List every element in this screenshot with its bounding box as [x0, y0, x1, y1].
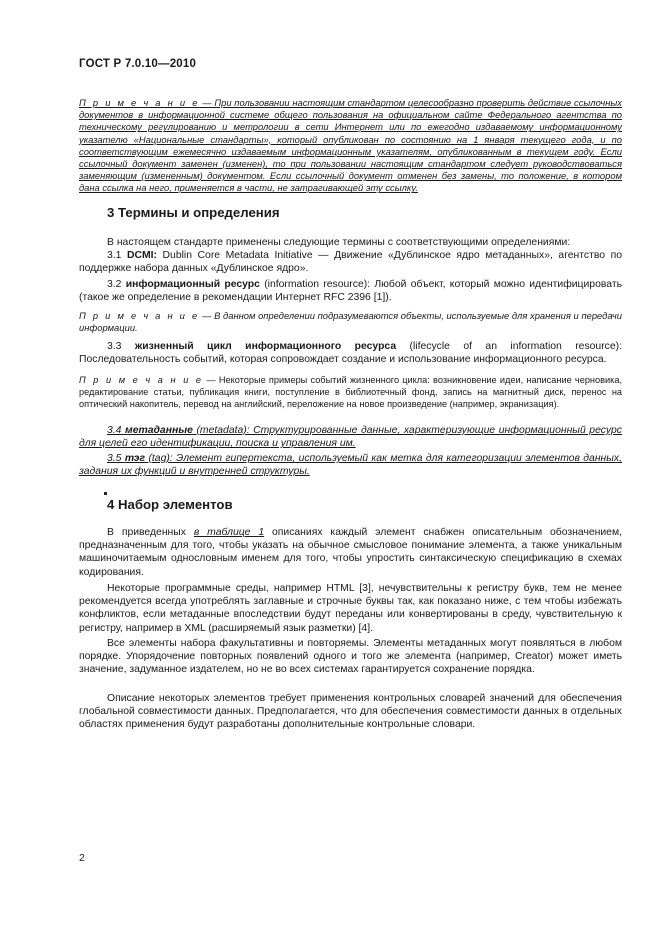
term-3-5: 3.5 тэг (tag): Элемент гипертекста, используемый как метка для категоризации элементов данных, задания их функций и внутренней структуры. — [79, 453, 622, 478]
note-3-2: П р и м е ч а н и е — В данном определении подразумеваются объекты, используемые для хранения и передачи информации. — [79, 310, 622, 334]
term-3-1-name: DCMI: — [127, 250, 158, 261]
term-3-3: 3.3 жизненный цикл информационного ресурса (lifecycle of an information resource): Последовательность событий, которая сопровождает создание и использование информационного ресурса. — [79, 341, 622, 366]
term-3-5-name: тэг — [124, 453, 146, 464]
term-3-3-name: жизненный цикл информационного ресурса — [134, 341, 397, 352]
term-3-4: 3.4 метаданные (metadata): Структурированные данные, характеризующие информационный ресурс для целей его идентификации, поиска и управления им. — [79, 425, 622, 450]
section-4-paragraph-1: В приведенных в таблице 1 описаниях каждый элемент снабжен описательным обозначением, предназначенным для того, чтобы указать на обычное смысловое понимание элемента, а также уникальным машиночитаемым однословным именем для того, чтобы упростить синтаксическую спецификацию в схемах кодирования. — [79, 527, 622, 578]
note-text: — При пользовании настоящим стандартом целесообразно проверить действие ссылочных документов в информационной системе общего пользования на официальном сайте Федерального агентства по техническому регулированию и метрологии в сети Интернет или по ежегодно издаваемому информационному указателю «Национальные стандарты», который опубликован по состоянию на 1 января текущего года, и по соответствующим ежемесячно издаваемым информационным указателям, опубликованным в текущем году. Если ссылочный документ заменен (изменен), то при пользовании настоящим стандартом следует руководствоваться заменяющим (измененным) документом. Если ссылочный документ отменен без замены, то положение, в котором дана ссылка на него, применяется в части, не затрагивающей эту ссылку. — [79, 97, 622, 194]
table-1-link[interactable]: в таблице 1 — [193, 527, 265, 538]
term-3-1: 3.1 DCMI: Dublin Core Metadata Initiative — Движение «Дублинское ядро метаданных», агентство по поддержке набора данных «Дублинское ядро». — [79, 250, 622, 275]
term-3-4-name: метаданные — [125, 425, 193, 436]
section-3-heading: 3 Термины и определения — [107, 205, 280, 220]
term-3-2-name: информационный ресурс — [125, 279, 260, 290]
note-3-3: П р и м е ч а н и е — Некоторые примеры событий жизненного цикла: возникновение идеи, написание черновика, редактирование статьи, публикация книги, поступление в библиотечный фонд, запись на магнитный диск, перенос на оптический накопитель, перевод на английский, переложение на новое произведение (например, экранизация). — [79, 375, 623, 410]
section-4-paragraph-4: Описание некоторых элементов требует применения контрольных словарей значений для обеспечения глобальной совместимости данных. Предполагается, что для обеспечения совместимости данных в отдельных областях применения будут разработаны дополнительные контрольные словари. — [79, 693, 622, 731]
term-3-2: 3.2 информационный ресурс (information resource): Любой объект, который можно идентифицировать (такое же определение в рекомендации Интернет RFC 2396 [1]). — [79, 279, 622, 304]
margin-dot — [104, 492, 107, 495]
section-4-paragraph-2: Некоторые программные среды, например HTML [3], нечувствительны к регистру букв, тем не менее рекомендуется всегда употреблять заглавные и строчные буквы так, как показано ниже, с тем чтобы избежать конфликтов, если метаданные впоследствии будут переданы или конвертированы в среду, чувствительную к регистру, например в XML (расширяемый язык разметки) [4]. — [79, 583, 622, 634]
document-header: ГОСТ Р 7.0.10—2010 — [79, 58, 197, 70]
reference-note — [79, 97, 622, 195]
note-label: П р и м е ч а н и е — [79, 97, 200, 108]
section-4-paragraph-3: Все элементы набора факультативны и повторяемы. Элементы метаданных могут появляться в любом порядке. Упорядочение повторных появлений одного и того же элемента (например, Creator) может иметь значение, задуманное издателем, но не во всех системах гарантируется сохранение порядка. — [79, 638, 622, 676]
section-3-intro: В настоящем стандарте применены следующие термины с соответствующими определениями: — [107, 237, 571, 248]
page-number: 2 — [79, 852, 85, 864]
section-4-heading: 4 Набор элементов — [107, 497, 233, 512]
